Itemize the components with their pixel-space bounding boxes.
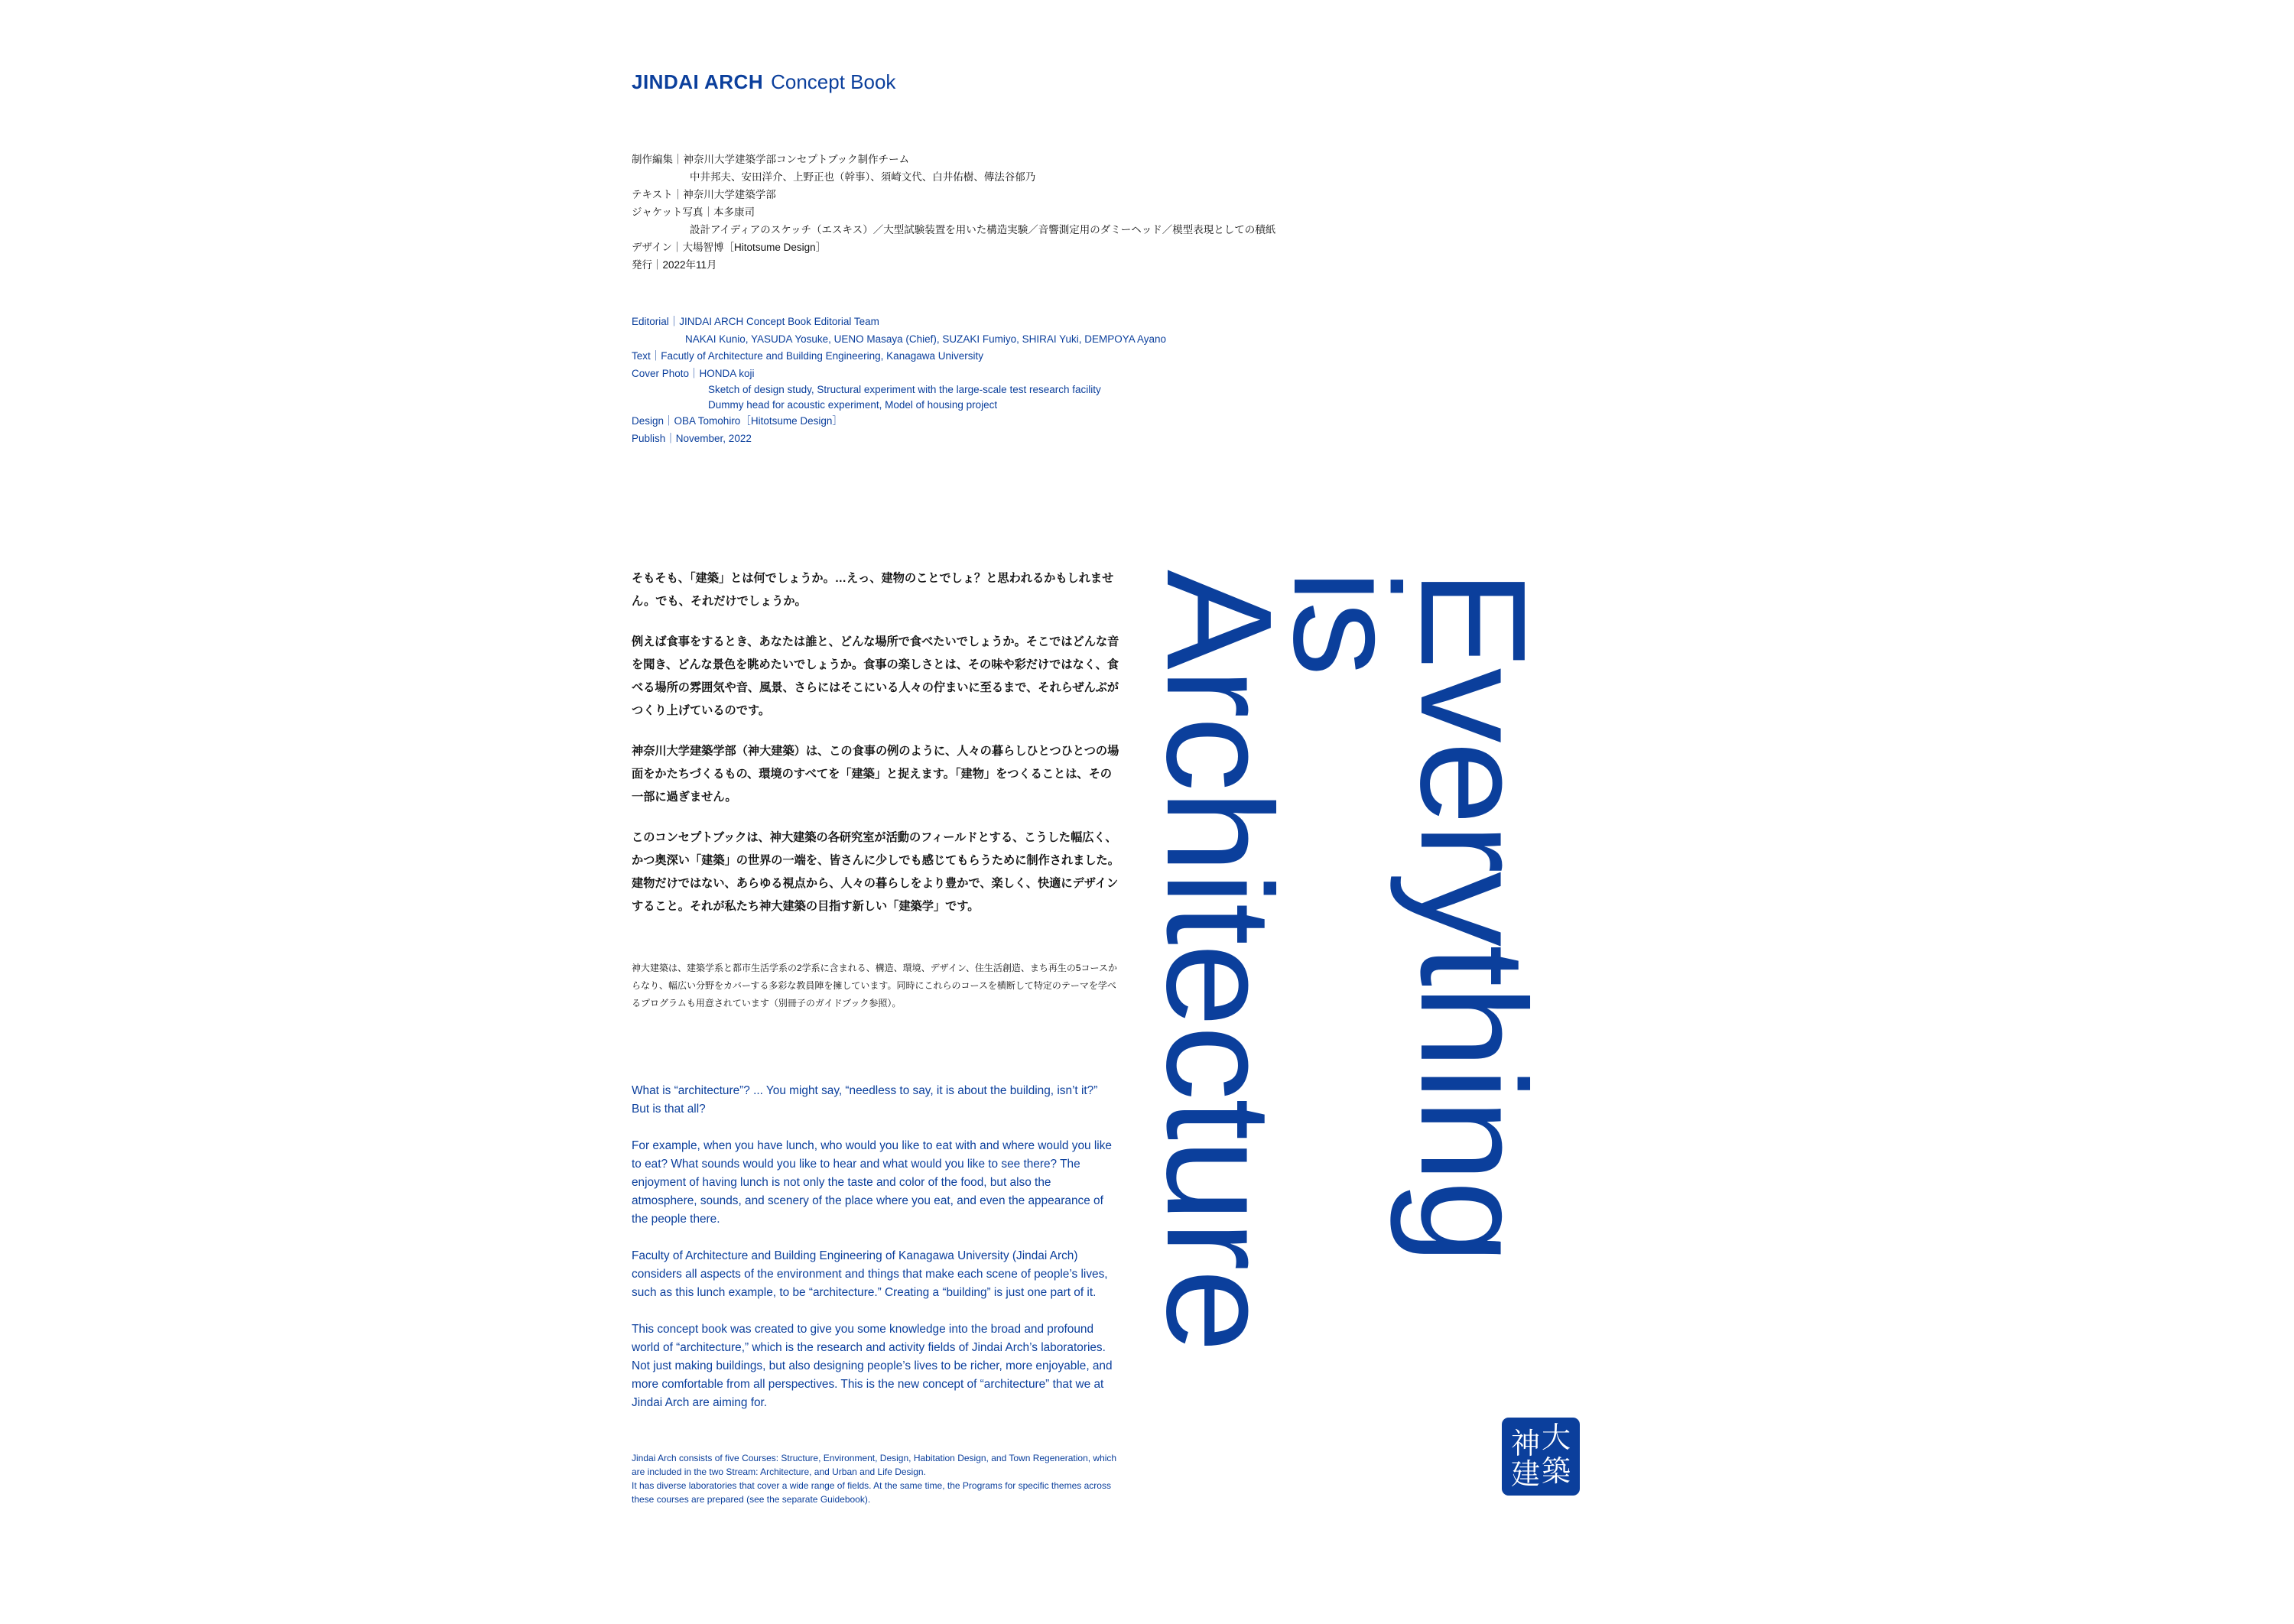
- brand-name: JINDAI ARCH: [632, 70, 764, 93]
- en-paragraph: For example, when you have lunch, who would you like to eat with and where would you like to eat? What sounds would you like to hear and what would you like to see there? The enjoyment of having lunch is not only the taste and color of the food, but also the atmosphere, sounds, and scenery of the place where you eat, and even the appearance of the people there.: [632, 1139, 1112, 1226]
- credit-design-en: Design｜OBA Tomohiro［Hitotsume Design］: [632, 415, 843, 427]
- jp-paragraph: そもそも、「建築」とは何でしょうか。…えっ、建物のことでしょ？と思われるかもしれません。でも、それだけでしょうか。: [632, 572, 1114, 608]
- vertical-title: [1136, 570, 1557, 1351]
- en-paragraph: This concept book was created to give you some knowledge into the broad and profound world of “architecture,” which is the research and activity fields of Jindai Arch’s laboratories. Not just making buildings, but also designing people’s lives to be richer, more enjoyable, and more comfortable from all perspectives. This is the new concept of “architecture” that we at Jindai Arch are aiming for.: [632, 1323, 1113, 1409]
- jp-paragraph: このコンセプトブックは、神大建築の各研究室が活動のフィールドとする、こうした幅広く、かつ奥深い「建築」の世界の一端を、皆さんに少しでも感じてもらうために制作されました。建物だけではない、あらゆる視点から、人々の暮らしをより豊かで、楽しく、快適にデザインすること。それが私たち神大建築の目指す新しい「建築学」です。: [632, 831, 1119, 913]
- credits-english: [632, 313, 1166, 447]
- jindai-arch-logo: [1502, 1418, 1580, 1496]
- title-line-architecture: Architecture: [1136, 570, 1303, 1351]
- en-paragraph: What is “architecture”? ... You might say, “needless to say, it is about the building, isn’t it?” But is that all?: [632, 1084, 1098, 1116]
- japanese-note: 神大建築は、建築学系と都市生活学系の2学系に含まれる、構造、環境、デザイン、住生活創造、まち再生の5コースからなり、幅広い分野をカバーする多彩な教員陣を擁しています。同時にこれらのコースを横断して特定のテーマを学べるプログラムも用意されています（別冊子のガイドブック参照）。: [632, 963, 1117, 1009]
- credit-editors-jp: 中井邦夫、安田洋介、上野正也（幹事）、須崎文代、白井佑樹、傳法谷郁乃: [690, 171, 1036, 183]
- credit-photo-desc-en-1: Sketch of design study, Structural experiment with the large-scale test research facility: [708, 384, 1101, 395]
- book-header: [632, 70, 895, 94]
- credit-photo-en: Cover Photo｜HONDA koji: [632, 367, 755, 379]
- jp-paragraph: 神奈川大学建築学部（神大建築）は、この食事の例のように、人々の暮らしひとつひとつの場面をかたちづくるもの、環境のすべてを「建築」と捉えます。「建物」をつくることは、その一部に過ぎません。: [632, 745, 1119, 804]
- en-note-line: It has diverse laboratories that cover a wide range of fields. At the same time, the Programs for specific themes across these courses are prepared (see the separate Guidebook).: [632, 1480, 1111, 1505]
- credit-text-jp: テキスト｜神奈川大学建築学部: [632, 189, 776, 200]
- credit-editorial-en: Editorial｜JINDAI ARCH Concept Book Editorial Team: [632, 316, 879, 327]
- credits-japanese: [632, 151, 1275, 274]
- credit-publish-en: Publish｜November, 2022: [632, 432, 752, 444]
- en-paragraph: Faculty of Architecture and Building Engineering of Kanagawa University (Jindai Arch) considers all aspects of the environment and things that make each scene of people’s lives, such as this lunch example, to be “architecture.” Creating a “building” is just one part of it.: [632, 1249, 1108, 1299]
- credit-editorial-jp: 制作編集｜神奈川大学建築学部コンセプトブック制作チーム: [632, 154, 910, 165]
- en-note-line: Jindai Arch consists of five Courses: Structure, Environment, Design, Habitation Design, and Town Regeneration, which are included in the two Stream: Architecture, and Urban and Life Design.: [632, 1453, 1117, 1477]
- credit-text-en: Text｜Facutly of Architecture and Building Engineering, Kanagawa University: [632, 350, 983, 362]
- english-body: [632, 1082, 1113, 1431]
- english-note: [632, 1451, 1121, 1506]
- title-line-is: is: [1262, 570, 1430, 675]
- credit-photo-desc-en-2: Dummy head for acoustic experiment, Model of housing project: [708, 399, 998, 411]
- logo-char: 建: [1511, 1459, 1541, 1491]
- credit-photo-desc-jp: 設計アイディアのスケッチ（エスキス）／大型試験装置を用いた構造実験／音響測定用のダミーヘッド／模型表現としての積紙: [690, 224, 1276, 235]
- book-subtitle: Concept Book: [771, 70, 896, 93]
- logo-char: 神: [1511, 1428, 1541, 1460]
- logo-char: 大: [1542, 1422, 1571, 1454]
- logo-char: 築: [1542, 1456, 1571, 1488]
- credit-photo-jp: ジャケット写真｜本多康司: [632, 206, 755, 218]
- credit-editors-en: NAKAI Kunio, YASUDA Yosuke, UENO Masaya (Chief), SUZAKI Fumiyo, SHIRAI Yuki, DEMPOYA Ayano: [685, 333, 1167, 345]
- credit-design-jp: デザイン｜大場智博［Hitotsume Design］: [632, 242, 827, 253]
- credit-publish-jp: 発行｜2022年11月: [632, 259, 717, 271]
- jp-paragraph: 例えば食事をするとき、あなたは誰と、どんな場所で食べたいでしょうか。そこではどんな音を聞き、どんな景色を眺めたいでしょうか。食事の楽しさとは、その味や彩だけではなく、食べる場所の雰囲気や音、風景、さらにはそこにいる人々の佇まいに至るまで、それらぜんぶがつくり上げているのです。: [632, 635, 1119, 717]
- title-line-everything: Everything: [1389, 570, 1557, 1263]
- japanese-body: [632, 567, 1121, 936]
